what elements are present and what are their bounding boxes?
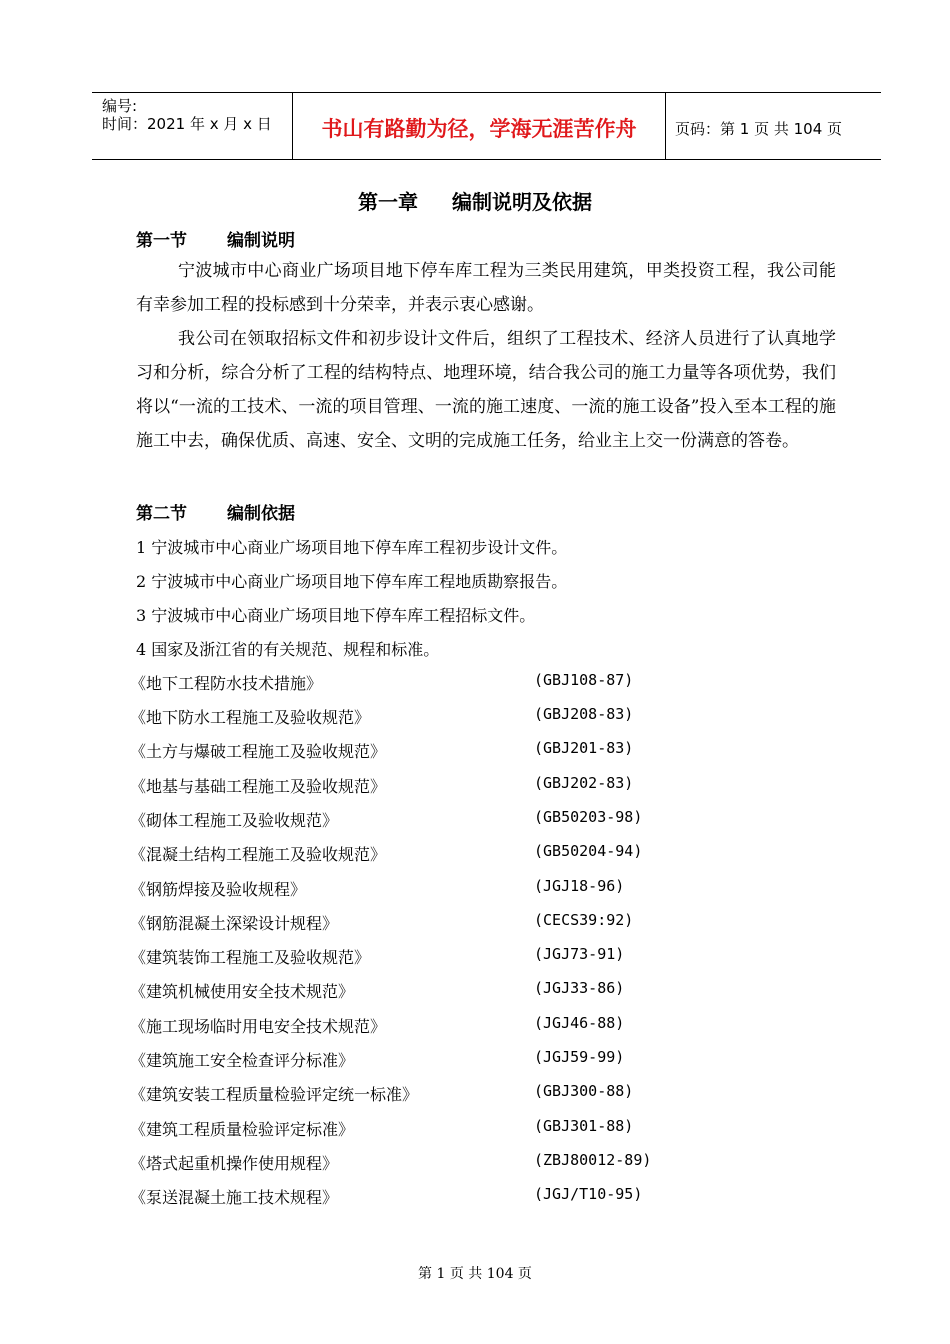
standard-code: (JGJ18-96) — [534, 877, 625, 895]
list-item: 4 国家及浙江省的有关规范、规程和标准。 — [136, 640, 440, 659]
standard-code: (JGJ73-91) — [534, 945, 625, 963]
standard-code: (GBJ108-87) — [534, 671, 634, 689]
page-info: 页码：第 1 页 共 104 页 — [675, 120, 843, 138]
standard-code: (GBJ208-83) — [534, 705, 634, 723]
section-title: 编制依据 — [227, 504, 295, 524]
header-page-cell — [665, 93, 881, 159]
standard-name: 《建筑装饰工程施工及验收规范》 — [130, 948, 371, 967]
list-item: 2 宁波城市中心商业广场项目地下停车库工程地质勘察报告。 — [136, 572, 568, 591]
standard-code: (JGJ46-88) — [534, 1014, 625, 1032]
standard-name: 《地下防水工程施工及验收规范》 — [130, 708, 371, 727]
standard-name: 《建筑工程质量检验评定标准》 — [130, 1120, 355, 1139]
section-heading-2 — [136, 499, 295, 524]
standard-name: 《钢筋焊接及验收规程》 — [130, 880, 307, 899]
standard-code: (JGJ33-86) — [534, 979, 625, 997]
number-label: 编号: — [102, 97, 138, 115]
list-item: 1 宁波城市中心商业广场项目地下停车库工程初步设计文件。 — [136, 538, 568, 557]
standard-code: (GB50203-98) — [534, 808, 643, 826]
standard-code: (JGJ/T10-95) — [534, 1185, 643, 1203]
page-footer: 第 1 页 共 104 页 — [418, 1266, 532, 1282]
chapter-title: 编制说明及依据 — [452, 190, 592, 214]
standard-code: (GBJ201-83) — [534, 739, 634, 757]
standard-name: 《地下工程防水技术措施》 — [130, 674, 323, 693]
header-motto-cell — [292, 93, 666, 159]
header-meta-cell — [92, 93, 292, 159]
standard-name: 《地基与基础工程施工及验收规范》 — [130, 777, 387, 796]
standard-name: 《建筑机械使用安全技术规范》 — [130, 982, 355, 1001]
standard-code: (GBJ300-88) — [534, 1082, 634, 1100]
header-table — [92, 92, 881, 160]
standard-name: 《土方与爆破工程施工及验收规范》 — [130, 742, 387, 761]
standard-code: (GBJ202-83) — [534, 774, 634, 792]
section-heading-1 — [136, 226, 295, 251]
section-title: 编制说明 — [227, 231, 295, 251]
standard-name: 《混凝土结构工程施工及验收规范》 — [130, 845, 387, 864]
standard-name: 《建筑安装工程质量检验评定统一标准》 — [130, 1085, 419, 1104]
list-item: 3 宁波城市中心商业广场项目地下停车库工程招标文件。 — [136, 606, 536, 625]
standard-name: 《泵送混凝土施工技术规程》 — [130, 1188, 339, 1207]
chapter-number: 第一章 — [358, 190, 418, 214]
paragraph: 我公司在领取招标文件和初步设计文件后，组织了工程技术、经济人员进行了认真地学习和分析，综合分析了工程的结构特点、地理环境，结合我公司的施工力量等各项优势，我们将以“一流的工技术、一流的项目管理、一流的施工速度、一流的施工设备”投入至本工程的施施工中去，确保优质、高速、安全、文明的完成施工任务，给业主上交一份满意的答卷。 — [136, 329, 836, 451]
section-number: 第一节 — [136, 231, 187, 251]
standard-code: (JGJ59-99) — [534, 1048, 625, 1066]
standard-name: 《砌体工程施工及验收规范》 — [130, 811, 339, 830]
time-label: 时间：2021 年 x 月 x 日 — [102, 115, 272, 133]
chapter-heading — [0, 186, 950, 215]
standard-code: (CECS39:92) — [534, 911, 634, 929]
standard-name: 《建筑施工安全检查评分标准》 — [130, 1051, 355, 1070]
section-number: 第二节 — [136, 504, 187, 524]
paragraph: 宁波城市中心商业广场项目地下停车库工程为三类民用建筑，甲类投资工程，我公司能有幸参加工程的投标感到十分荣幸，并表示衷心感谢。 — [136, 261, 836, 315]
standard-name: 《钢筋混凝土深梁设计规程》 — [130, 914, 339, 933]
standard-code: (ZBJ80012-89) — [534, 1151, 652, 1169]
standard-name: 《塔式起重机操作使用规程》 — [130, 1154, 339, 1173]
standard-name: 《施工现场临时用电安全技术规范》 — [130, 1017, 387, 1036]
standard-code: (GBJ301-88) — [534, 1117, 634, 1135]
motto-text: 书山有路勤为径，学海无涯苦作舟 — [321, 117, 637, 141]
standard-code: (GB50204-94) — [534, 842, 643, 860]
